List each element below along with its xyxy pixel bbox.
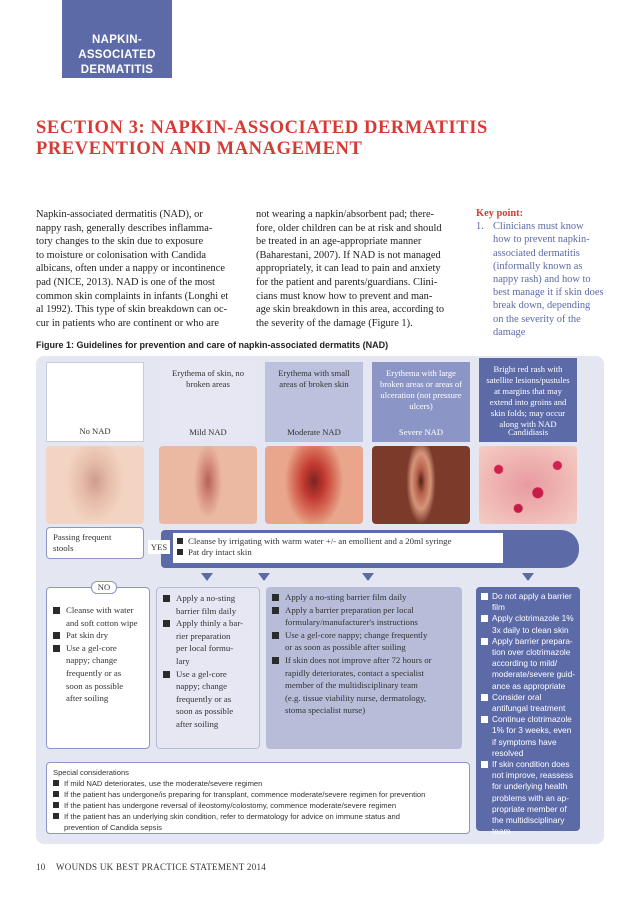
bullet-text: for underlying health	[492, 781, 568, 792]
bullet-text: antifungal treatment	[492, 703, 566, 714]
bullet-text: tion over clotrimazole	[492, 647, 571, 658]
no-label: NO	[91, 581, 117, 594]
bullet-text: Use a gel-core nappy; change frequently	[285, 629, 428, 640]
down-arrow-icon	[258, 573, 270, 581]
section-title-line: SECTION 3: NAPKIN-ASSOCIATED DERMATITIS	[36, 118, 488, 138]
bullet-item	[53, 800, 463, 811]
stage-desc-line: satellite lesions/pustules	[486, 375, 570, 385]
bullet-text: problems with an ap-	[492, 792, 570, 803]
bullet-item	[163, 592, 255, 617]
bullet-text: frequently or as	[176, 693, 232, 704]
stage-desc-line: ulceration (not pressure	[380, 390, 462, 400]
bullet-text: Pat dry intact skin	[188, 547, 252, 558]
bullet-text: resolved	[492, 747, 524, 758]
bullet-square	[481, 694, 488, 701]
stage-label: Candidiasis	[507, 427, 549, 437]
bullet-item	[481, 692, 576, 714]
bullet-text: if symptoms have	[492, 736, 557, 747]
bullet-text: lary	[176, 655, 190, 666]
bullet-text: If the patient has undergone/is preparing for transplant, commence moderate/severe regimen for prevention	[64, 790, 426, 799]
key-point-line: Clinicians must know	[493, 221, 584, 233]
bullet-item	[272, 591, 458, 604]
bullet-square	[481, 761, 488, 768]
bullet-item	[481, 759, 576, 837]
bullet-text: barrier film daily	[176, 605, 237, 616]
bullet-text: nappy; change	[66, 655, 118, 666]
bullet-text: the multidisciplinary	[492, 815, 565, 826]
body-line: Napkin-associated dermatitis (NAD), or	[36, 209, 203, 220]
footer-text: WOUNDS UK BEST PRACTICE STATEMENT 2014	[56, 862, 267, 872]
bullet-text: If the patient has undergone reversal of ileostomy/colostomy, commence moderate/severe regimen	[64, 801, 397, 810]
stage-description	[164, 368, 252, 390]
bullet-item	[177, 547, 499, 558]
bullet-square	[163, 595, 170, 602]
key-point-text	[493, 220, 604, 339]
down-arrow-icon	[522, 573, 534, 581]
bullet-text: soon as possible	[176, 706, 234, 717]
body-line: nappy rash, generally describes inflamma-	[36, 222, 213, 234]
key-point-line: damage	[493, 326, 526, 338]
stage-desc-line: broken areas or areas of	[379, 379, 463, 389]
body-column-1	[36, 208, 236, 330]
bullet-text: Cleanse by irrigating with warm water +/- an emollient and a 20ml syringe	[188, 536, 452, 546]
tab-line: ASSOCIATED	[78, 49, 156, 61]
bullet-square	[53, 791, 59, 797]
body-line: the severity of the damage (Figure 1).	[256, 317, 413, 329]
bullet-text: If the patient has an underlying skin condition, refer to dermatology for advice on immune status and	[64, 812, 401, 821]
moderate-severe-care-box	[266, 587, 462, 749]
bullet-text: Apply clotrimazole 1%	[492, 613, 574, 624]
page-number: 10	[36, 862, 46, 872]
down-arrow-icon	[362, 573, 374, 581]
bullet-text: after soiling	[66, 693, 109, 704]
yes-label: YES	[148, 540, 170, 554]
bullet-text: Apply a no-sting barrier film daily	[285, 592, 407, 602]
passing-stools-box	[46, 527, 144, 559]
bullet-text: (e.g. tissue viability nurse, dermatology,	[285, 692, 427, 703]
bullet-text: 3x daily to clean skin	[492, 624, 569, 635]
bullet-item	[481, 714, 576, 759]
no-nad-care-box	[46, 587, 150, 749]
stage-label: Moderate NAD	[287, 427, 341, 437]
bullet-text: rapidly deteriorates, contact a specialist	[285, 667, 424, 678]
body-line: for the patient and parents/guardians. Clini-	[256, 276, 438, 288]
key-point-line: how to prevent napkin-	[493, 234, 590, 246]
bullet-square	[481, 638, 488, 645]
stage-desc-line: Bright red rash with	[493, 364, 563, 374]
bullet-item	[481, 591, 576, 613]
bullet-square	[272, 632, 279, 639]
bullet-text: Apply barrier prepara-	[492, 635, 573, 646]
bullet-text: Apply a no-sting	[176, 593, 236, 603]
body-line: fore, older children can be at risk and should	[256, 222, 442, 234]
key-point-line: nappy rash) and how to	[493, 274, 591, 286]
special-title: Special considerations	[53, 768, 129, 777]
bullet-text: formulary/manufacturer's instructions	[285, 617, 418, 628]
bullet-item	[163, 617, 255, 667]
bullet-text: If skin condition does	[492, 759, 570, 770]
bullet-item	[53, 642, 143, 705]
bullet-text: according to mild/	[492, 658, 558, 669]
bullet-item	[53, 778, 463, 789]
page-footer	[36, 862, 266, 872]
bullet-square	[481, 615, 488, 622]
key-point-item	[476, 220, 611, 339]
bullet-item	[272, 629, 458, 654]
bullet-item	[481, 613, 576, 635]
bullet-item	[272, 604, 458, 629]
bullet-text: Apply thinly a bar-	[176, 618, 244, 629]
photo-no-nad	[46, 446, 144, 524]
bullet-square	[53, 645, 60, 652]
key-point-line: best manage it if skin does	[493, 287, 604, 299]
stage-mild-nad	[159, 362, 257, 442]
figure-caption: Figure 1: Guidelines for prevention and care of napkin-associated dermatits (NAD)	[36, 340, 389, 350]
photo-mild-nad	[159, 446, 257, 524]
bullet-text: If skin does not improve after 72 hours or	[285, 654, 432, 665]
bullet-text: Consider oral	[492, 691, 542, 702]
bullet-text: soon as possible	[66, 680, 124, 691]
bullet-text: frequently or as	[66, 667, 122, 678]
bullet-text: per local formu-	[176, 643, 234, 654]
bullet-text: film	[492, 602, 505, 613]
bullet-text: not improve, reassess	[492, 770, 574, 781]
stage-desc-line: areas of broken skin	[279, 379, 349, 389]
body-line: (Baharestani, 2007). If NAD is not managed	[256, 249, 441, 261]
bullet-text: propriate member of	[492, 803, 567, 814]
stage-no-nad	[46, 362, 144, 442]
down-arrow-icon	[201, 573, 213, 581]
bullet-text: rier preparation	[176, 630, 231, 641]
bullet-text: after soiling	[176, 718, 219, 729]
bullet-item	[53, 629, 143, 642]
bullet-square	[272, 594, 279, 601]
body-line: appropriately, it can lead to pain and anxiety	[256, 263, 441, 275]
body-line: tory changes to the skin due to exposure	[36, 236, 204, 248]
stage-desc-line: broken areas	[186, 379, 230, 389]
bullet-square	[53, 607, 60, 614]
section-title-line: PREVENTION AND MANAGEMENT	[36, 139, 363, 159]
bullet-text: or as soon as possible after soiling	[285, 642, 406, 653]
key-point-number: 1.	[476, 221, 484, 233]
stage-description	[270, 368, 358, 390]
photo-moderate-nad	[265, 446, 363, 524]
stage-desc-line: Erythema with large	[385, 368, 456, 378]
key-point-line: associated dermatitis	[493, 247, 580, 259]
cleanse-instructions	[173, 533, 503, 563]
key-point-line: break down, depending	[493, 300, 591, 312]
tab-line: DERMATITIS	[80, 64, 154, 76]
body-line: cians must know how to prevent and man-	[256, 290, 433, 302]
bullet-square	[177, 538, 183, 544]
stage-desc-line: Erythema with small	[278, 368, 350, 378]
stage-label: No NAD	[79, 426, 111, 436]
stage-candidiasis	[479, 358, 577, 442]
body-line: not wearing a napkin/absorbent pad; there-	[256, 209, 435, 220]
section-tab	[62, 0, 172, 78]
bullet-text: Cleanse with water	[66, 605, 134, 615]
bullet-text: 1% for 3 weeks, even	[492, 725, 572, 736]
stage-description	[377, 368, 465, 412]
bullet-text: Use a gel-core	[66, 642, 117, 653]
bullet-square	[481, 716, 488, 723]
stage-severe-nad	[372, 362, 470, 442]
bullet-square	[53, 802, 59, 808]
photo-candidiasis	[479, 446, 577, 524]
bullet-text: team	[492, 826, 511, 837]
stage-desc-line: extend into groins and	[489, 397, 567, 407]
stage-label: Mild NAD	[189, 427, 227, 437]
bullet-item	[177, 536, 499, 547]
tab-line: NAPKIN-	[91, 34, 142, 46]
stage-moderate-nad	[265, 362, 363, 442]
bullet-item	[53, 789, 463, 800]
stage-label: Severe NAD	[398, 427, 444, 437]
candidiasis-care-box	[476, 587, 580, 837]
bullet-item	[272, 654, 458, 717]
bullet-square	[163, 620, 170, 627]
body-line: be treated in an age-appropriate manner	[256, 236, 422, 248]
key-point-heading: Key point:	[476, 208, 524, 219]
bullet-square	[272, 657, 279, 664]
bullet-item	[53, 604, 143, 629]
bullet-square	[177, 549, 183, 555]
stage-description	[484, 364, 572, 430]
bullet-text: Use a gel-core	[176, 668, 227, 679]
body-line: cur in patients who are continent or who are	[36, 317, 219, 329]
body-line: pad (NICE, 2013). NAD is one of the most	[36, 276, 215, 288]
bullet-text: Apply a barrier preparation per local	[285, 604, 414, 615]
body-column-2	[256, 208, 456, 330]
bullet-text: Do not apply a barrier	[492, 591, 572, 601]
bullet-text: stoma specialist nurse)	[285, 705, 366, 716]
bullet-text: moderate/severe guid-	[492, 669, 576, 680]
bullet-item	[163, 668, 255, 731]
bullet-square	[53, 632, 60, 639]
stage-desc-line: along with NAD	[499, 419, 557, 429]
bullet-item	[53, 811, 463, 833]
passing-line: stools	[53, 543, 74, 553]
stage-desc-line: skin folds; may occur	[490, 408, 566, 418]
body-line: age skin breakdown in this area, according to	[256, 304, 445, 316]
stage-desc-line: ulcers)	[409, 401, 433, 411]
key-point-line: (informally known as	[493, 260, 583, 272]
bullet-square	[53, 813, 59, 819]
bullet-item	[481, 636, 576, 692]
bullet-text: ance as appropriate	[492, 680, 566, 691]
key-point	[476, 207, 611, 339]
stage-desc-line: at margins that may	[494, 386, 562, 396]
bullet-square	[163, 671, 170, 678]
bullet-text: Continue clotrimazole	[492, 714, 572, 725]
bullet-text: prevention of Candida sepsis	[64, 823, 162, 832]
bullet-square	[272, 607, 279, 614]
body-line: to moisture or colonisation with Candida	[36, 249, 206, 261]
stage-desc-line: Erythema of skin, no	[171, 368, 245, 378]
passing-line: Passing frequent	[53, 532, 112, 542]
body-line: albicans, often under a nappy or incontinence	[36, 263, 225, 275]
special-considerations	[46, 762, 470, 834]
bullet-text: Pat skin dry	[66, 630, 109, 641]
bullet-text: member of the multidisciplinary team	[285, 680, 418, 691]
bullet-text: and soft cotton wipe	[66, 617, 138, 628]
section-title	[36, 118, 596, 160]
body-line: al 1992). This type of skin breakdown can oc-	[36, 304, 228, 316]
bullet-square	[481, 593, 488, 600]
bullet-text: If mild NAD deteriorates, use the moderate/severe regimen	[64, 779, 263, 788]
bullet-square	[53, 780, 59, 786]
mild-nad-care-box	[156, 587, 260, 749]
body-line: common skin complaints in infants (Longhi et	[36, 290, 229, 302]
photo-severe-nad	[372, 446, 470, 524]
key-point-line: on the severity of the	[493, 313, 581, 325]
bullet-text: nappy; change	[176, 681, 228, 692]
